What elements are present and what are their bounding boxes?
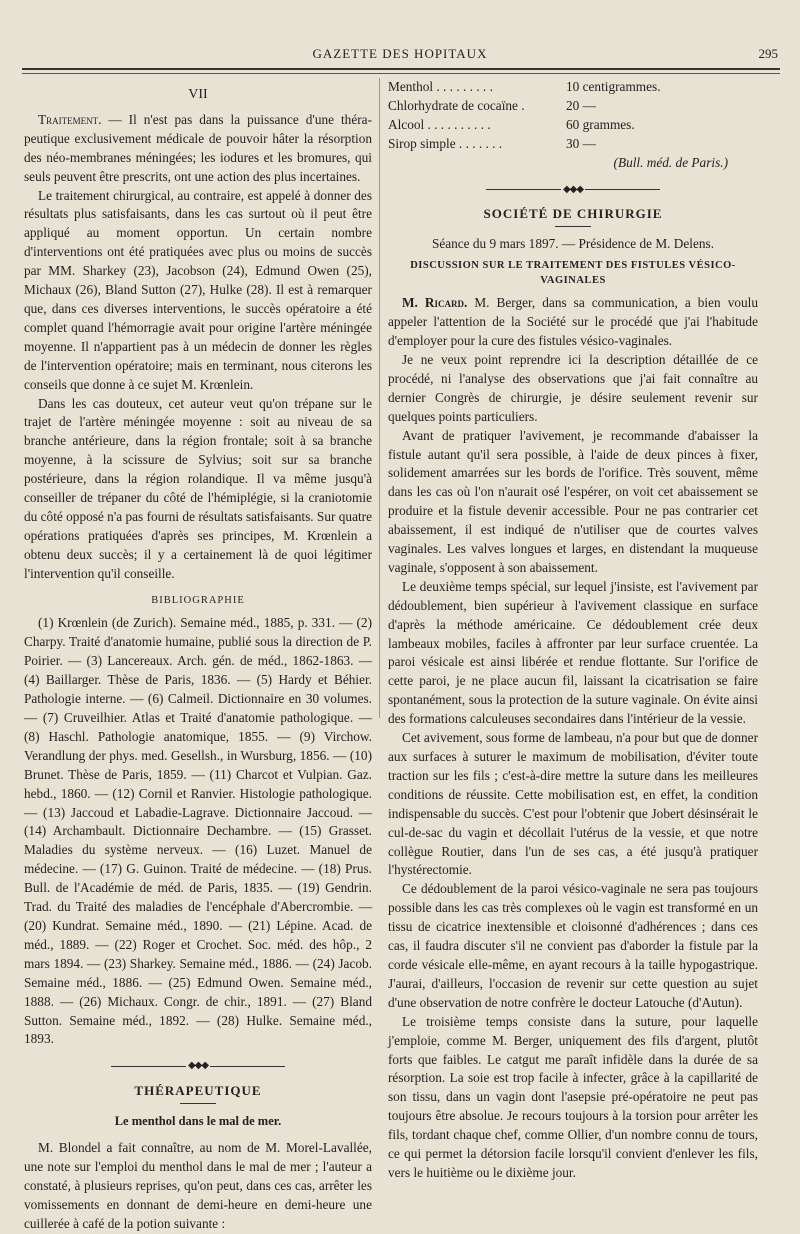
speaker-name: M. Ricard. <box>402 295 468 311</box>
journal-title: GAZETTE DES HOPITAUX <box>312 46 488 61</box>
section-ornament: ◆◆◆ <box>24 1057 372 1076</box>
bibliography-text: (1) Krœnlein (de Zurich). Semaine méd., 1885, p. 331. — (2) Charpy. Traité d'anatomie humaine, publié sous la direction de P. Poirier. — (3) Lancereaux. Arch. gén. de méd., 1862-1863. — (4) Baillarger. Thèse de Paris, 1836. — (5) Hardy et Béhier. Pathologie interne. — (6) Calmeil. Dictionnaire en 30 volumes. — (7) Cruveilhier. Atlas et Traité d'anatomie pathologique. — (8) Haschl. Pathologie anatomique, 1855. — (9) Virchow. Verandlung der phys. med. Gesellsh., in Wursburg, 1856. — (10) Brunet. Thèse de Paris, 1859. — (11) Charcot et Vulpian. Gaz. hebd., 1860. — (12) Cornil et Ranvier. Histologie pathologique. — (13) Jaccoud et Labadie-Lagrave. Dictionnaire Jaccoud. — (14) Archambault. Dictionnaire Dechambre. — (15) Grasset. Maladies du système nerveux. — (16) Luzet. Manuel de médecine. — (17) G. Guinon. Traité de médecine. — (18) Prus. Bull. de l'Académie de méd. de Paris, 1835. — (19) Gendrin. Trad. du Traité des maladies de l'encéphale d'Abercrombie. — (20) Kundrat. Semaine méd., 1890. — (21) Lépine. Acad. de méd., 1889. — (22) Roger et Crochet. Soc. méd. des hôp., 2 mars 1894. — (23) Sharkey. Semaine méd., 1886. — (24) Jacob. Semaine méd., 1886. — (25) Edmund Owen. Semaine méd., 1888. — (26) Michaux. Congr. de chir., 1891. — (27) Bland Sutton. Semaine méd., 1892. — (28) Hulke. Semaine méd., 1893. <box>24 615 372 1047</box>
formula-row <box>388 97 758 116</box>
left-column <box>24 78 372 1234</box>
formula-row <box>388 135 758 154</box>
formula-ingredient: Chlorhydrate de cocaïne . <box>388 97 525 113</box>
paragraph: Avant de pratiquer l'avivement, je recommande d'abaisser la fistule autant qu'il sera possible, à l'aide de deux pinces à fixer, solidement amarrées sur les bords de l'orifice. Très souvent, même dans les cas où l'on n'aurait osé l'espérer, on voit cet abaissement se produire et la fistule devenir accessible. Pour ne pas contrarier cet abaissement, il est indiqué de n'utiliser que de courtes valves vaginales. Les valves longues et larges, en distendant la muqueuse vaginale, s'opposent à son abaissement. <box>388 427 758 575</box>
paragraph: Ce dédoublement de la paroi vésico-vaginale ne sera pas toujours possible dans les cas très complexes où le vagin est transformé en un tissu de cicatrice inextensible et cloisonné d'adhérences ; dans ces cas, il faudra discuter s'il ne convient pas d'aborder la fistule par la corde vésicale elle-même, en ayant recours à la taille hypogastrique. J'aurai, d'ailleurs, l'occasion de revenir sur cette question au sujet d'une observation de notre confrère le docteur Latouche (d'Autun). <box>388 881 758 1010</box>
formula-row <box>388 78 758 97</box>
formula-ingredient: Sirop simple . . . . . . . <box>388 135 503 151</box>
societe-title: SOCIÉTÉ DE CHIRURGIE <box>483 206 663 222</box>
section-ornament: ◆◆◆ <box>388 181 758 200</box>
paragraph: Je ne veux point reprendre ici la description détaillée de ce procédé, ni l'analyse des observations que j'ai fait connaître au dernier Congrès de chirurgie, je désire seulement revenir sur quelques points particuliers. <box>388 351 758 424</box>
header-rule-thin <box>22 73 780 74</box>
ricard-intro: M. Berger, dans sa communication, a bien voulu appeler l'attention de la Société sur le procédé que j'ai l'habitude d'employer pour la cure des fistules vésico-vaginales. <box>388 295 758 349</box>
formula-amount: 60 grammes. <box>566 116 635 132</box>
treatment-paragraph <box>24 111 372 187</box>
short-rule <box>180 1103 216 1104</box>
ricard-paragraph <box>388 294 758 351</box>
header-rule <box>22 68 780 70</box>
paragraph: Cet avivement, sous forme de lambeau, n'a pour but que de donner aux surfaces à suturer le maximum de mobilisation, d'éviter toute traction sur les fils ; c'est-à-dire mettre la suture dans les meilleures conditions de réussite. Cette mobilisation est, en effet, la condition indispensable du succès. C'est pour l'obtenir que Jobert désinsérait le cul-de-sac du vagin et décollait l'utérus de la vessie, et que notre collègue Routier, dans l'un de ses cas, a été jusqu'à pratiquer l'hystérectomie. <box>388 730 758 878</box>
page-header <box>20 44 780 66</box>
bibliography-title: BIBLIOGRAPHIE <box>151 594 245 606</box>
menthol-paragraph: M. Blondel a fait connaître, au nom de M. Morel-Lavallée, une note sur l'emploi du menthol dans le mal de mer ; l'auteur a constaté, à plusieurs reprises, qu'on peut, dans ces cas, arrêter les vomissements en donnant de demi-heure en demi-heure une cuillerée à café de la potion suivante : <box>24 1140 372 1231</box>
kroenlein-paragraph: Dans les cas douteux, cet auteur veut qu'on trépane sur le trajet de l'artère méningée moyenne : soit au niveau de sa branche antérieure, dans la région frontale; soit à sa branche moyenne, à la scissure de Sylvius; soit sur sa branche postérieure, dans la région rolandique. Il va même jusqu'à conseiller de trépaner du côté de l'hémiplégie, si la craniotomie du côté opposé n'a pas fourni de résultats satisfaisants. Sur quatre opérations pratiquées d'après ses principes, M. Krœnlein a obtenu deux succès; il y a certainement là de quoi légitimer l'intervention qu'il conseille. <box>24 395 372 581</box>
column-divider <box>379 78 380 718</box>
surgical-paragraph: Le traitement chirurgical, au contraire, est appelé à donner des résultats plus satisfaisants, dans les cas surtout où il peut être appliqué au moment opportun. Un certain nombre d'interventions ont été pratiquées avec plus ou moins de succès par MM. Sharkey (23), Jacobson (24), Edmund Owen (25), Michaux (26), Bland Sutton (27), Hulke (28). Il est à remarquer que, dans ces diverses interventions, le succès opératoire a été complet quand l'hémorragie avait pour origine l'artère méningée moyenne. Il n'appartient pas à un médecin de donner les règles de l'intervention opératoire; mais en terminant, nous citerons les conseils que donne à ce sujet M. Krœnlein. <box>24 187 372 392</box>
formula-source: (Bull. méd. de Paris.) <box>613 154 728 170</box>
formula-ingredient: Alcool . . . . . . . . . . <box>388 116 491 132</box>
formula-ingredient: Menthol . . . . . . . . . <box>388 79 493 94</box>
treatment-lead: Traitement <box>38 111 99 127</box>
paragraph: Le troisième temps consiste dans la suture, pour laquelle j'emploie, comme M. Berger, uniquement des fils d'argent, plutôt forts que faibles. Le catgut me paraît infidèle dans la durée de sa résorption. La soie est trop facile à infecter, grâce à la capillarité de son tissu, dans un vagin dont l'asepsie pré-opératoire ne peut pas toujours être absolue. Je recours toujours à la torsion pour arrêter les fils, tordant chaque chef, comme Ollier, d'un nombre connu de tours, ce qui permet la détorsion facile lorsqu'il convient d'enlever les fils, vers le huitième ou le dixième jour. <box>388 1013 758 1180</box>
page-number: 295 <box>758 46 778 61</box>
right-column <box>388 78 758 1183</box>
formula-row <box>388 116 758 135</box>
treatment-text: . — Il n'est pas dans la puissance d'une thérapeutique exclusivement médicale de pouvoir hâter la résorption des néo-membranes méningées; les iodures et les bromures, qui seuls peuvent être prescrits, ont une action des plus incertaines. <box>24 111 372 184</box>
paragraph: Le deuxième temps spécial, sur lequel j'insiste, est l'avivement par dédoublement, bien supérieur à l'avivement classique en surface d'après la méthode américaine. Ce dédoublement crée deux lambeaux mobiles, faciles à affronter par leur surface cruentée. La paroi vésicale est ainsi libérée et rendue flottante. Sur l'orifice de cette paroi, je ne place aucun fil, laissant la cicatrisation se faire spontanément, sous la protection de la suture vaginale. On évite ainsi des formations calculeuses secondaires dans l'intérieur de la vessie. <box>388 578 758 727</box>
discussion-title: DISCUSSION SUR LE TRAITEMENT DES FISTULES VÉSICO-VAGINALES <box>410 260 736 287</box>
formula-amount: 10 centigrammes. <box>566 79 661 94</box>
formula-amount: 30 — <box>566 135 596 151</box>
short-rule <box>555 226 591 227</box>
seance-line: Séance du 9 mars 1897. — Présidence de M. Delens. <box>431 236 715 252</box>
therapeutique-title: THÉRAPEUTIQUE <box>134 1083 262 1099</box>
section-number: VII <box>188 87 208 102</box>
menthol-title: Le menthol dans le mal de mer. <box>114 1114 282 1129</box>
formula-amount: 20 — <box>566 97 596 113</box>
